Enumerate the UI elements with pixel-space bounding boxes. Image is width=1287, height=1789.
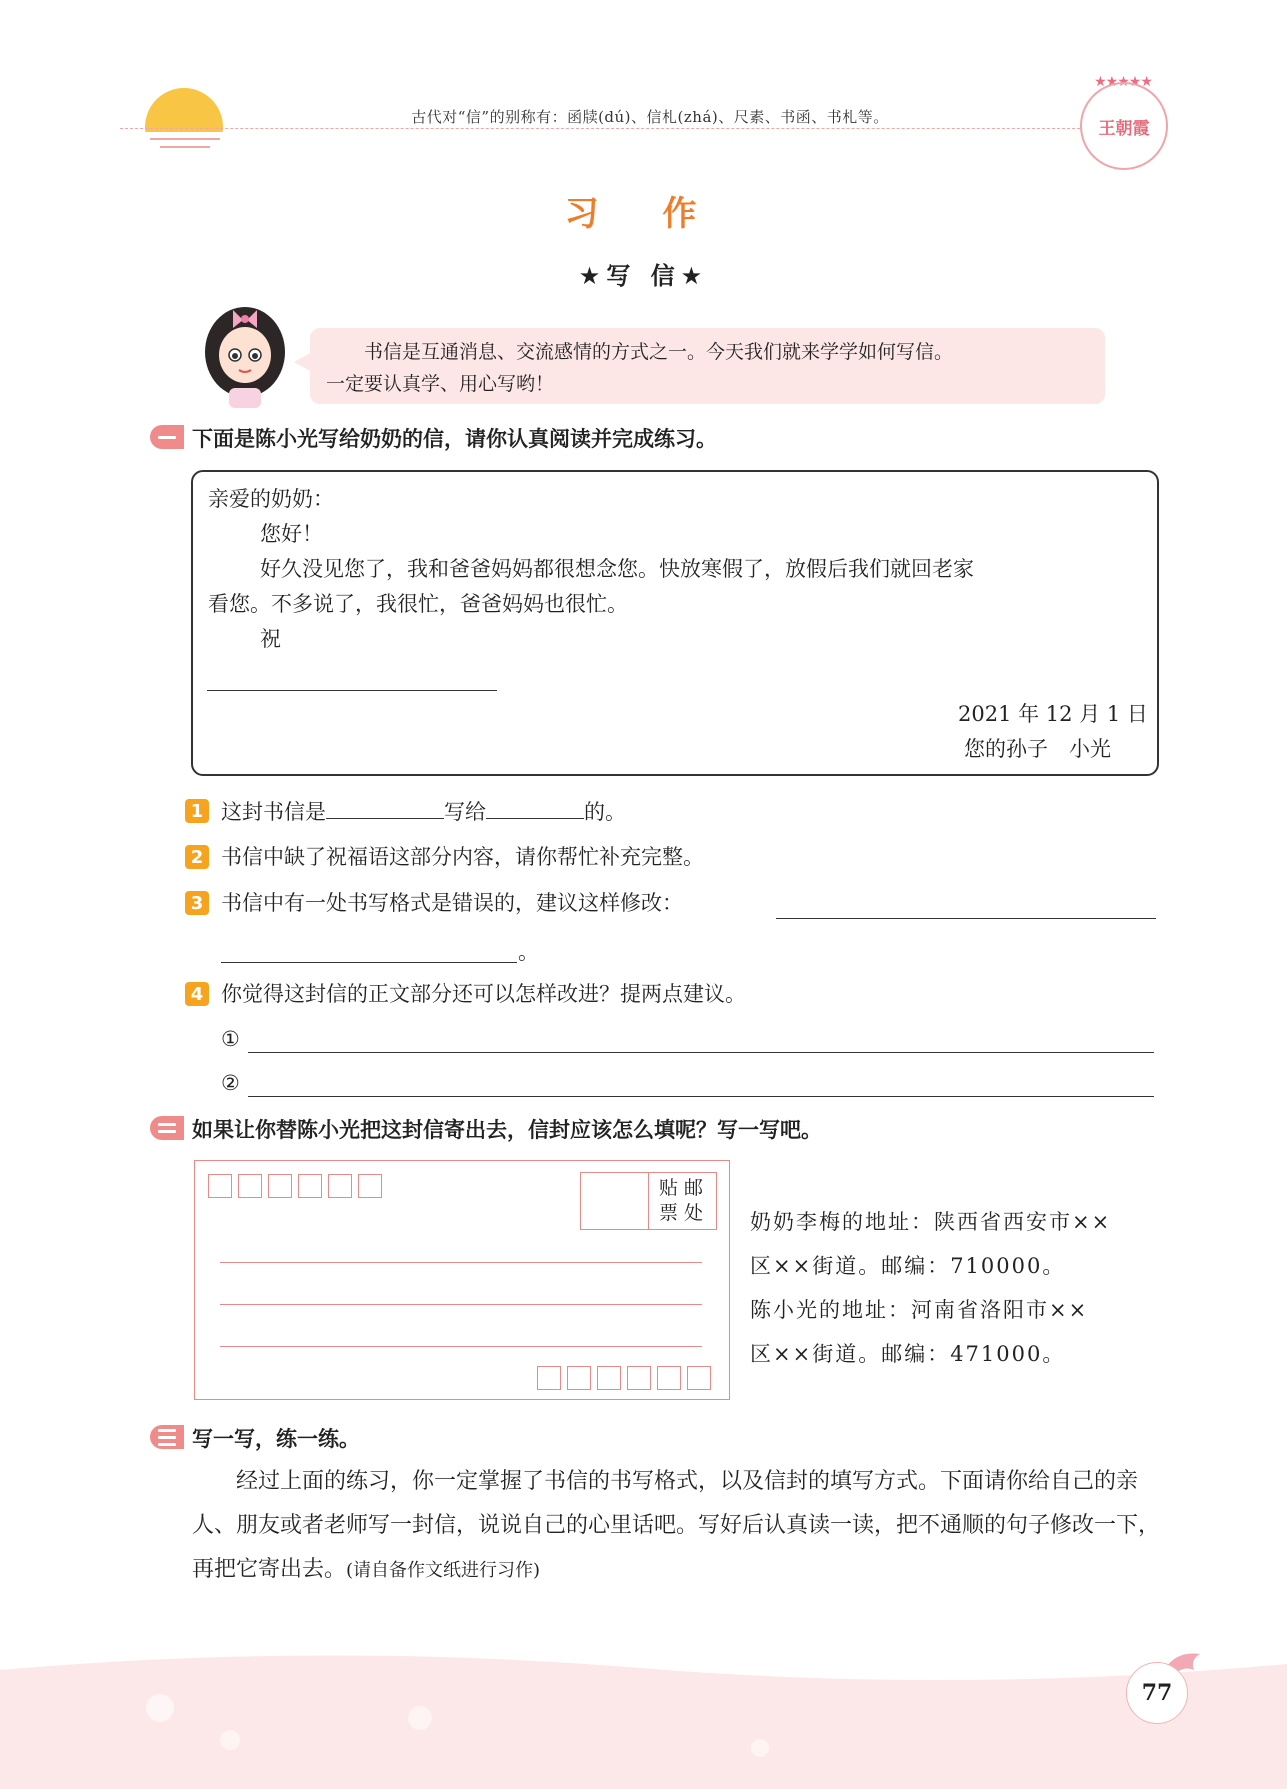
recipient-zip-box[interactable] [358, 1174, 382, 1198]
recipient-zip-box[interactable] [208, 1174, 232, 1198]
question-1-text-a: 这封书信是 [221, 800, 326, 824]
intro-line-2: 一定要认真学、用心写哟！ [326, 373, 555, 395]
question-3-number: 3 [185, 891, 209, 915]
question-1-text-c: 的。 [584, 800, 626, 824]
section-3-marker [150, 1425, 184, 1449]
question-1-number: 1 [185, 799, 209, 823]
letter-date: 2021 年 12 月 1 日 [958, 702, 1148, 726]
header-note: 古代对“信”的别称有：函牍(dú)、信札(zhá)、尺素、书函、书札等。 [411, 108, 889, 126]
question-1-blank-b[interactable] [486, 796, 584, 819]
page-subtitle: ★写 信★ [578, 262, 709, 290]
page-title: 习 作 [564, 194, 723, 234]
address-info [750, 1200, 1170, 1376]
question-3-text: 书信中有一处书写格式是错误的，建议这样修改： [221, 891, 683, 915]
section-3-text: 经过上面的练习，你一定掌握了书信的书写格式，以及信封的填写方式。下面请你给自己的亲人、朋友或者老师写一封信，说说自己的心里话吧。写好后认真读一读，把不通顺的句子修改一下，再把它寄出去。 [192, 1469, 1161, 1582]
sun-reflection-line [160, 146, 210, 148]
envelope-address-line[interactable] [220, 1304, 702, 1305]
question-3-answer-line-2[interactable] [221, 962, 517, 963]
question-4-text: 你觉得这封信的正文部分还可以怎样改进？提两点建议。 [221, 982, 746, 1006]
footer-wave [0, 1648, 1287, 1789]
intro-line-1: 书信是互通消息、交流感情的方式之一。今天我们就来学学如何写信。 [364, 341, 954, 363]
question-1 [221, 796, 626, 827]
question-1-blank-a[interactable] [326, 796, 444, 819]
question-3-answer-line[interactable] [776, 918, 1156, 919]
sender-zip-box[interactable] [687, 1366, 711, 1390]
address-line-2: 区××街道。邮编：710000。 [750, 1254, 1066, 1278]
section-3-paragraph [192, 1460, 1162, 1593]
sun-reflection-line [150, 138, 220, 140]
sender-zip-box[interactable] [627, 1366, 651, 1390]
question-1-text-b: 写给 [444, 800, 486, 824]
address-line-4: 区××街道。邮编：471000。 [750, 1342, 1066, 1366]
question-4-answer-line-2[interactable] [248, 1096, 1154, 1097]
letter-signature: 您的孙子 小光 [964, 737, 1111, 761]
section-1-marker [150, 425, 184, 449]
wish-blank-line[interactable] [207, 690, 497, 691]
sun-decoration [145, 88, 223, 132]
envelope-address-line[interactable] [220, 1262, 702, 1263]
page-number: 77 [1126, 1662, 1188, 1724]
section-3-heading: 写一写，练一练。 [192, 1427, 360, 1451]
sender-zip-box[interactable] [537, 1366, 561, 1390]
sender-zip-box[interactable] [597, 1366, 621, 1390]
section-2-heading: 如果让你替陈小光把这封信寄出去，信封应该怎么填呢？写一写吧。 [192, 1118, 822, 1142]
publisher-logo-text: 王朝霞 [1098, 118, 1150, 139]
question-4-number: 4 [185, 982, 209, 1006]
letter-wish: 祝 [260, 627, 281, 651]
recipient-zip-box[interactable] [298, 1174, 322, 1198]
recipient-zip-box[interactable] [328, 1174, 352, 1198]
question-4-answer-line-1[interactable] [248, 1052, 1154, 1053]
question-4-item-1-label: ① [221, 1027, 240, 1051]
recipient-zip-box[interactable] [238, 1174, 262, 1198]
sender-zip-box[interactable] [657, 1366, 681, 1390]
question-2-number: 2 [185, 845, 209, 869]
address-line-3: 陈小光的地址：河南省洛阳市×× [750, 1298, 1089, 1322]
question-2-text: 书信中缺了祝福语这部分内容，请你帮忙补充完整。 [221, 845, 704, 869]
section-3-note: (请自备作文纸进行习作) [346, 1560, 541, 1581]
girl-illustration [195, 300, 295, 410]
section-1-heading: 下面是陈小光写给奶奶的信，请你认真阅读并完成练习。 [192, 427, 717, 451]
stamp-divider [648, 1172, 649, 1230]
letter-body-line-2: 看您。不多说了，我很忙，爸爸妈妈也很忙。 [208, 592, 628, 616]
intro-speech-bubble [310, 328, 1105, 404]
letter-greeting: 您好！ [260, 522, 323, 546]
publisher-logo [1080, 82, 1168, 170]
section-2-marker [150, 1116, 184, 1140]
address-line-1: 奶奶李梅的地址：陕西省西安市×× [750, 1210, 1112, 1234]
badge-stars: ★★★★★ [1094, 74, 1152, 90]
header-rule [120, 128, 1080, 129]
stamp-label: 贴邮票处 [658, 1177, 709, 1224]
question-3-end: 。 [518, 940, 539, 964]
question-4-item-2-label: ② [221, 1071, 240, 1095]
letter-salutation: 亲爱的奶奶： [208, 487, 334, 511]
envelope-address-line[interactable] [220, 1346, 702, 1347]
recipient-zip-box[interactable] [268, 1174, 292, 1198]
letter-body-line-1: 好久没见您了，我和爸爸妈妈都很想念您。快放寒假了，放假后我们就回老家 [260, 557, 974, 581]
sender-zip-box[interactable] [567, 1366, 591, 1390]
